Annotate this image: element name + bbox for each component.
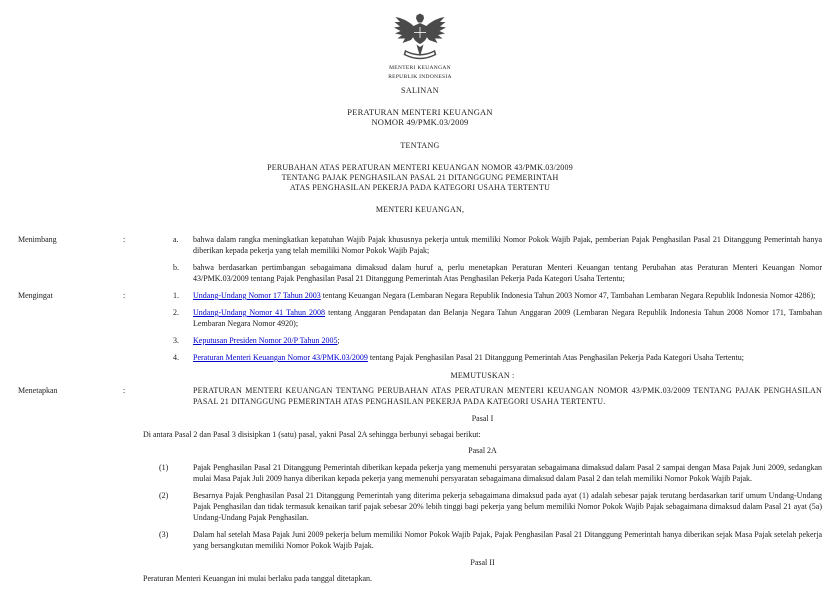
- document-header: [0, 0, 840, 215]
- colon-spacer: [123, 352, 173, 363]
- pasal-i-heading: Pasal I: [471, 414, 494, 423]
- item-text-after-link: tentang Anggaran Pendapatan dan Belanja Negara Tahun Anggaran 2009 (Lembaran Negara Republik Indonesia Tahun 2008 Nomor 171, Tambahan Lembaran Negara Nomor 4920);: [193, 308, 823, 328]
- ayat-marker: (1): [159, 463, 169, 472]
- menimbang-label: Menimbang: [18, 235, 57, 244]
- pasal-i-intro: Di antara Pasal 2 dan Pasal 3 disisipkan 1 (satu) pasal, yakni Pasal 2A sehingga berbunyi sebagai berikut:: [143, 430, 481, 439]
- copy-stamp: SALINAN: [401, 86, 439, 95]
- menimbang-colon: :: [123, 235, 126, 244]
- document-subject: [0, 163, 840, 193]
- colon-spacer: [123, 307, 173, 329]
- item-text: bahwa dalam rangka meningkatkan kepatuhan Wajib Pajak khususnya pekerja untuk memiliki Nomor Pokok Wajib Pajak, pemberian Pajak Penghasilan Pasal 21 Ditanggung Pemerintah hanya diberikan kepada pekerja yang telah memiliki Nomor Pokok Wajib Pajak;: [193, 235, 822, 255]
- ministry-name: MENTERI KEUANGAN: [389, 65, 451, 71]
- subject-line-2: TENTANG PAJAK PENGHASILAN PASAL 21 DITANGGUNG PEMERINTAH: [281, 173, 559, 182]
- mengingat-colon: :: [123, 291, 126, 300]
- document-type-title: [0, 107, 840, 127]
- menimbang-item-a: [0, 234, 840, 256]
- pasal-ii-heading: Pasal II: [470, 558, 495, 567]
- item-text-after-link: tentang Pajak Penghasilan Pasal 21 Ditanggung Pemerintah Atas Penghasilan Pekerja Pada Kategori Usaha Tertentu;: [367, 353, 744, 362]
- menetapkan-colon: :: [123, 386, 126, 395]
- item-text-after-link: ;: [337, 336, 340, 345]
- pasal-2a-heading: Pasal 2A: [468, 446, 497, 455]
- item-text: bahwa berdasarkan pertimbangan sebagaimana dimaksud dalam huruf a, perlu menetapkan Peraturan Menteri Keuangan tentang Perubahan atas Peraturan Menteri Keuangan Nomor 43/PMK.03/2009 tentang Pajak Penghasilan Pasal 21 Ditanggung Pemerintah Atas Penghasilan Pekerja Pada Kategori Usaha Tertentu;: [193, 263, 822, 283]
- colon-spacer: [123, 262, 173, 284]
- item-marker: 2.: [173, 308, 179, 317]
- item-text: [193, 290, 822, 301]
- ayat-marker: (3): [159, 530, 169, 539]
- pasal-2a-item-3: [0, 529, 840, 551]
- colon-spacer: [123, 335, 173, 346]
- law-link-uu-17-2003[interactable]: Undang-Undang Nomor 17 Tahun 2003: [193, 291, 321, 300]
- item-text: [193, 352, 822, 363]
- tentang-label: TENTANG: [400, 141, 440, 150]
- ayat-text: Dalam hal setelah Masa Pajak Juni 2009 pekerja belum memiliki Nomor Pokok Wajib Pajak, Pajak Penghasilan Pasal 21 Ditanggung Pemerintah hanya diberikan sejak Masa Pajak setelah pekerja yang bersangkutan memiliki Nomor Pokok Wajib Pajak.: [193, 530, 822, 550]
- pasal-2a-item-2: [0, 490, 840, 523]
- ayat-text: Besarnya Pajak Penghasilan Pasal 21 Ditanggung Pemerintah yang diterima pekerja sebagaimana dimaksud pada ayat (1) adalah sebesar pajak terutang berdasarkan tarif umum Undang-Undang Pajak Penghasilan dan tidak termasuk kenaikan tarif pajak sebesar 20% lebih tinggi bagi pekerja yang belum memiliki Nomor Pokok Wajib Pajak sebagaimana dimaksud dalam Pasal 21 ayat (5a) Undang-Undang Pajak Penghasilan.: [193, 491, 822, 522]
- item-marker: a.: [173, 235, 179, 244]
- subject-line-1: PERUBAHAN ATAS PERATURAN MENTERI KEUANGAN NOMOR 43/PMK.03/2009: [267, 163, 573, 172]
- menetapkan-row: [0, 385, 840, 407]
- mengingat-label: Mengingat: [18, 291, 53, 300]
- item-text-after-link: tentang Keuangan Negara (Lembaran Negara Republik Indonesia Tahun 2003 Nomor 47, Tambahan Lembaran Negara Republik Indonesia Nomor 4286);: [320, 291, 816, 300]
- ayat-marker: (2): [159, 491, 169, 500]
- mengingat-item-2: [0, 307, 840, 329]
- closing-statement: Peraturan Menteri Keuangan ini mulai berlaku pada tanggal ditetapkan.: [143, 574, 373, 583]
- label-spacer: [18, 352, 123, 363]
- regulation-link-pmk-43-2009[interactable]: Peraturan Menteri Keuangan Nomor 43/PMK.03/2009: [193, 353, 368, 362]
- document-type-line: PERATURAN MENTERI KEUANGAN: [347, 107, 493, 117]
- item-text: [193, 335, 822, 346]
- decree-link-keppres-20p-2005[interactable]: Keputusan Presiden Nomor 20/P Tahun 2005: [193, 336, 338, 345]
- mengingat-item-3: [0, 335, 840, 346]
- item-marker: 3.: [173, 336, 179, 345]
- item-text: [193, 307, 822, 329]
- ayat-text: Pajak Penghasilan Pasal 21 Ditanggung Pemerintah diberikan kepada pekerja yang memenuhi persyaratan sebagaimana dimaksud dalam Pasal 2 sampai dengan Masa Pajak Juni 2009, sedangkan mulai Masa Pajak Juli 2009 hanya diberikan kepada pekerja yang memenuhi persyaratan sebagaimana dimaksud dalam Pasal 2 dan telah memiliki Nomor Pokok Wajib Pajak.: [193, 463, 822, 483]
- menetapkan-text: PERATURAN MENTERI KEUANGAN TENTANG PERUBAHAN ATAS PERATURAN MENTERI KEUANGAN NOMOR 43/PMK.03/2009 TENTANG PAJAK PENGHASILAN PASAL 21 DITANGGUNG PEMERINTAH ATAS PENGHASILAN PEKERJA PADA KATEGORI USAHA TERTENTU.: [193, 386, 822, 406]
- law-link-uu-41-2008[interactable]: Undang-Undang Nomor 41 Tahun 2008: [193, 308, 326, 317]
- subject-line-3: ATAS PENGHASILAN PEKERJA PADA KATEGORI USAHA TERTENTU: [289, 183, 551, 192]
- mengingat-item-4: [0, 352, 840, 363]
- menimbang-item-b: [0, 262, 840, 284]
- mengingat-item-1: [0, 290, 840, 301]
- memutuskan-heading: MEMUTUSKAN :: [450, 371, 515, 380]
- issuer-line: MENTERI KEUANGAN,: [375, 205, 465, 214]
- item-marker: b.: [173, 263, 179, 272]
- item-marker: 1.: [173, 291, 179, 300]
- pasal-2a-item-1: [0, 462, 840, 484]
- item-marker: 4.: [173, 353, 179, 362]
- document-number: NOMOR 49/PMK.03/2009: [371, 117, 469, 127]
- label-spacer: [18, 335, 123, 346]
- label-spacer: [18, 307, 123, 329]
- menetapkan-label: Menetapkan: [18, 386, 58, 395]
- republic-name: REPUBLIK INDONESIA: [388, 73, 452, 80]
- garuda-pancasila-emblem-icon: [0, 13, 840, 63]
- label-spacer: [18, 262, 123, 284]
